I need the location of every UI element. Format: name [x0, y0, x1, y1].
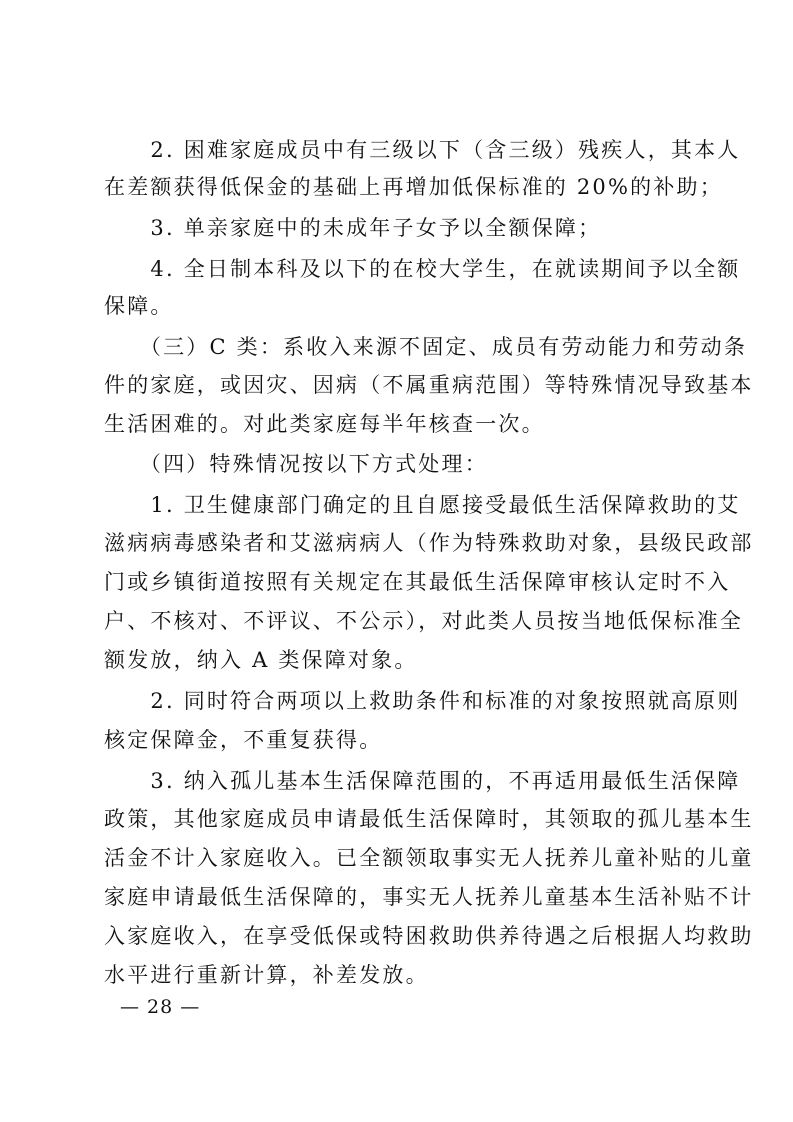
text-line: 水平进行重新计算，补差发放。 — [104, 963, 429, 987]
text-line: 滋病病毒感染者和艾滋病病人（作为特殊救助对象，县级民政部 — [104, 531, 754, 555]
text-line: 保障。 — [104, 294, 174, 318]
text-line: 户、不核对、不评议、不公示），对此类人员按当地低保标准全 — [104, 609, 744, 633]
text-line: 入家庭收入，在享受低保或特困救助供养待遇之后根据人均救助 — [104, 924, 754, 948]
text-line: 活金不计入家庭收入。已全额领取事实无人抚养儿童补贴的儿童 — [104, 846, 754, 870]
text-line: 3. 纳入孤儿基本生活保障范围的，不再适用最低生活保障 — [104, 769, 741, 793]
text-line: 门或乡镇街道按照有关规定在其最低生活保障审核认定时不入 — [104, 570, 731, 594]
text-line: 额发放，纳入 A 类保障对象。 — [104, 648, 418, 672]
text-line: 生活困难的。对此类家庭每半年核查一次。 — [104, 412, 545, 436]
text-line: 政策，其他家庭成员申请最低生活保障时，其领取的孤儿基本生 — [104, 807, 754, 831]
text-line: 3. 单亲家庭中的未成年子女予以全额保障； — [104, 216, 602, 240]
text-line: 核定保障金，不重复获得。 — [104, 728, 383, 752]
text-line: 2. 同时符合两项以上救助条件和标准的对象按照就高原则 — [104, 689, 741, 713]
page-number: — 28 — — [120, 996, 201, 1018]
text-line: 件的家庭，或因灾、因病（不属重病范围）等特殊情况导致基本 — [104, 373, 754, 397]
text-line: （四）特殊情况按以下方式处理： — [104, 452, 488, 476]
text-line: 2. 困难家庭成员中有三级以下（含三级）残疾人，其本人 — [104, 138, 741, 162]
text-line: 在差额获得低保金的基础上再增加低保标准的 20%的补助； — [104, 175, 723, 199]
text-line: 家庭申请最低生活保障的，事实无人抚养儿童基本生活补贴不计 — [104, 885, 754, 909]
text-line: 4. 全日制本科及以下的在校大学生，在就读期间予以全额 — [104, 257, 741, 281]
text-line: 1. 卫生健康部门确定的且自愿接受最低生活保障救助的艾 — [104, 493, 741, 517]
text-line: （三）C 类：系收入来源不固定、成员有劳动能力和劳动条 — [104, 335, 748, 359]
